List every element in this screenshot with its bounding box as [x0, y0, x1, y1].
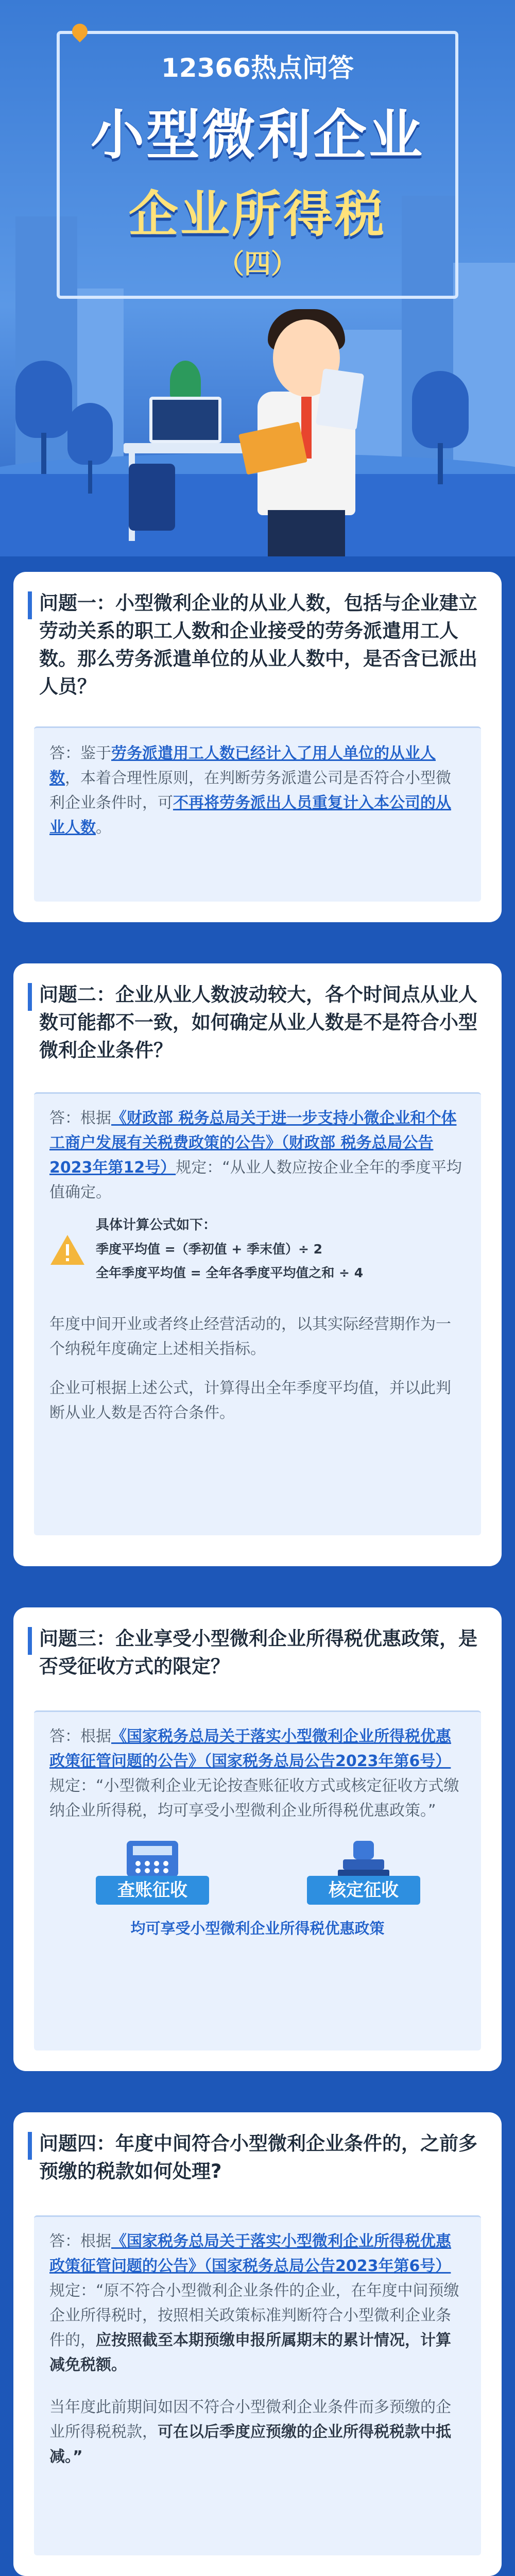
- monitor-icon: [149, 397, 221, 443]
- icon-caption: 均可享受小型微利企业所得税优惠政策: [130, 1920, 385, 1937]
- answer-text: [49, 741, 466, 840]
- accent-bar: [28, 2132, 32, 2160]
- accent-bar: [28, 591, 32, 619]
- page-subtitle: 企业所得税: [129, 185, 386, 243]
- answer-rest: 规定：“从业人数应按企业全年的季度平均值确定。: [49, 1159, 462, 1201]
- answer-rest: 规定：“小型微利企业无论按查账征收方式或核定征收方式缴纳企业所得税，均可享受小型微利企业所得税优惠政策。”: [49, 1777, 459, 1820]
- answer-prefix: 答：根据: [49, 2232, 111, 2250]
- answer-box: [34, 1710, 481, 2050]
- question-text: 问题一：小型微利企业的从业人数，包括与企业建立劳动关系的职工人数和企业接受的劳务派遣用工人数。那么劳务派遣单位的从业人数中，是否含已派出人员？: [39, 592, 477, 698]
- page-title: 小型微利企业: [90, 104, 424, 166]
- highlight-text: 《国家税务总局关于落实小型微利企业所得税优惠政策征管问题的公告》（国家税务总局公告2023年第6号）: [49, 1727, 451, 1770]
- formula-title: 具体计算公式如下：: [96, 1217, 217, 1233]
- bold-text: 应按照截至本期预缴申报所属期末的累计情况，计算减免税额。: [49, 2331, 451, 2374]
- tree-icon: [412, 371, 469, 484]
- question-text: 问题四：年度中间符合小型微利企业条件的，之前多预缴的税款如何处理?: [39, 2132, 477, 2182]
- person-legs: [268, 510, 345, 556]
- answer-prefix: 答：根据: [49, 1109, 111, 1127]
- formula-block: [49, 1214, 466, 1302]
- qa-card-3: [13, 1607, 502, 2071]
- chair-icon: [129, 464, 175, 531]
- answer-prefix: 答：鉴于: [49, 744, 111, 762]
- answer-rest: 规定：“原不符合小型微利企业条件的企业，在年度中间预缴企业所得税时，按照相关政策标准判断符合小型微利企业条件的，: [49, 2282, 459, 2349]
- highlight-text: 不再将劳务派出人员重复计入本公司的从业人数: [49, 794, 451, 837]
- warning-icon: [49, 1234, 85, 1266]
- formula-line: 季度平均值 =（季初值 + 季末值）÷ 2: [96, 1242, 323, 1257]
- qa-card-2: [13, 963, 502, 1566]
- part-number: （四）: [217, 249, 298, 280]
- calculator-icon: [96, 1839, 209, 1880]
- audit-collection-icon: [96, 1839, 209, 1906]
- tree-icon: [67, 403, 113, 494]
- qa-card-4: [13, 2112, 502, 2576]
- answer-box: [34, 2215, 481, 2555]
- answer-prefix: 答：根据: [49, 1727, 111, 1745]
- question-header: [28, 2130, 487, 2185]
- answer-end: 。: [96, 819, 111, 837]
- document-icon: [316, 368, 365, 430]
- stamp-icon: [307, 1839, 420, 1880]
- hero-banner: [0, 0, 515, 556]
- qa-card-1: [13, 572, 502, 922]
- icon-label: 查账征收: [96, 1876, 209, 1905]
- formula-content: [96, 1214, 363, 1285]
- assessed-collection-icon: [307, 1839, 420, 1906]
- answer-text: [49, 1724, 466, 1823]
- answer-text-plain: 当年度此前期间如因不符合小型微利企业条件而多预缴的企业所得税税款，: [49, 2398, 451, 2441]
- question-header: [28, 981, 487, 1064]
- highlight-text: 劳务派遣用工人数已经计入了用人单位的从业人数: [49, 744, 436, 787]
- bold-text: 可在以后季度应预缴的企业所得税税款中抵减。”: [49, 2423, 451, 2466]
- tree-icon: [15, 361, 72, 474]
- answer-text: [49, 2229, 466, 2378]
- accent-bar: [28, 983, 32, 1011]
- question-header: [28, 589, 487, 701]
- plant-icon: [170, 361, 201, 402]
- question-header: [28, 1625, 487, 1681]
- accent-bar: [28, 1627, 32, 1655]
- formula-line: 全年季度平均值 = 全年各季度平均值之和 ÷ 4: [96, 1265, 364, 1280]
- answer-paragraph: [49, 2395, 466, 2469]
- answer-box: [34, 1092, 481, 1535]
- icon-row: [49, 1834, 466, 1947]
- answer-mid: ，本着合理性原则，在判断劳务派遣公司是否符合小型微利企业条件时，可: [49, 769, 451, 812]
- question-text: 问题三：企业享受小型微利企业所得税优惠政策，是否受征收方式的限定？: [39, 1628, 477, 1677]
- icon-label: 核定征收: [307, 1876, 420, 1905]
- highlight-text: 《财政部 税务总局关于进一步支持小微企业和个体工商户发展有关税费政策的公告》（财政部 税务总局公告2023年第12号）: [49, 1109, 457, 1177]
- answer-paragraph: 年度中间开业或者终止经营活动的，以其实际经营期作为一个纳税年度确定上述相关指标。: [49, 1315, 451, 1358]
- highlight-text: 《国家税务总局关于落实小型微利企业所得税优惠政策征管问题的公告》（国家税务总局公告2023年第6号）: [49, 2232, 451, 2275]
- answer-paragraph: 企业可根据上述公式，计算得出全年季度平均值，并以此判断从业人数是否符合条件。: [49, 1379, 451, 1422]
- hotline-title: 12366热点问答: [161, 53, 354, 83]
- answer-box: [34, 726, 481, 902]
- question-text: 问题二：企业从业人数波动较大，各个时间点从业人数可能都不一致，如何确定从业人数是不是符合小型微利企业条件？: [39, 984, 477, 1061]
- answer-text: [49, 1106, 466, 1205]
